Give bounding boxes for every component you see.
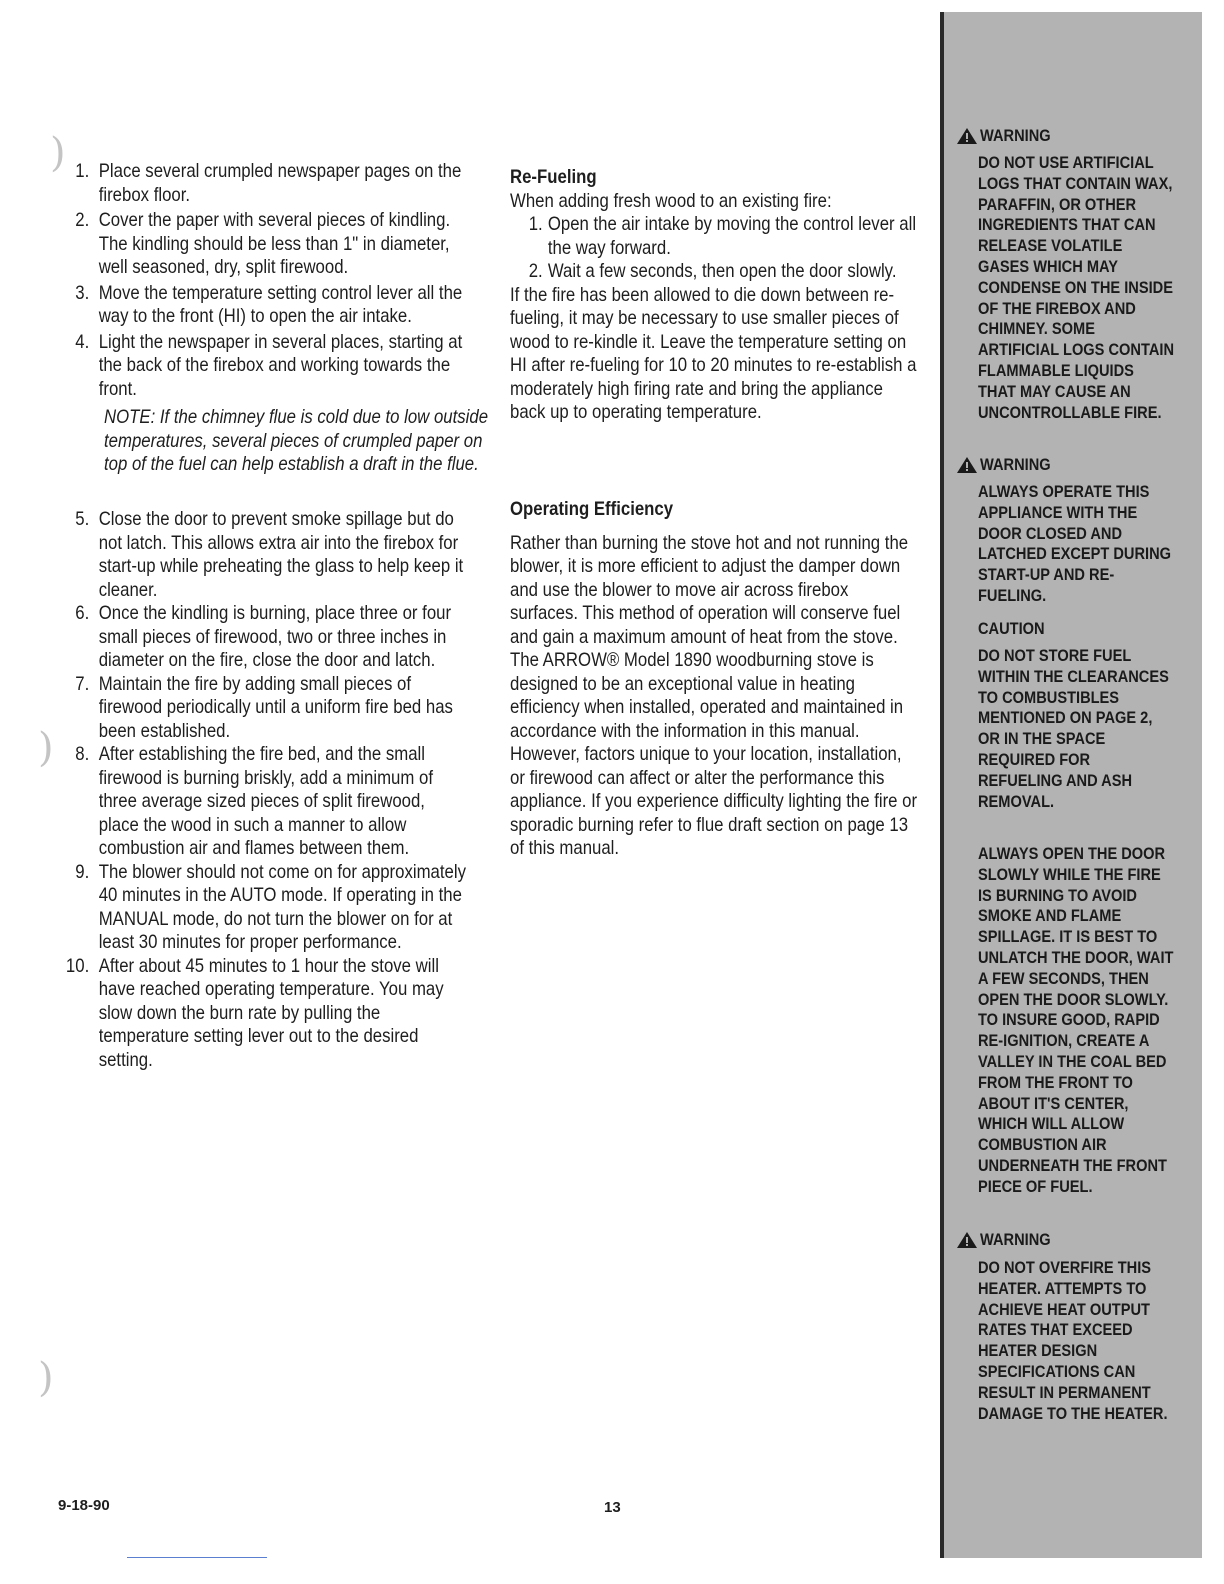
binder-mark: ) bbox=[50, 130, 66, 176]
caution-fuel-storage: DO NOT STORE FUEL WITHIN THE CLEARANCES TO COMBUSTIBLES MENTIONED ON PAGE 2, OR IN THE SPACE REQUIRED FOR REFUELING AND ASH REMOVAL. bbox=[978, 646, 1169, 811]
efficiency-body: Rather than burning the stove hot and not running the blower, it is more efficient to adjust the damper down and use the blower to move air across firebox surfaces. This method of operation will conserve fuel and gain a maximum amount of heat from the stove. The ARROW® Model 1890 woodburning stove is designed to be an exceptional value in heating efficiency when installed, operated and maintained in accordance with the information in this manual. However, factors unique to your location, installation, or firewood can affect or alter the performance this appliance. If you experience difficulty lighting the fire or sporadic burning refer to flue draft section on page 13 of this manual. bbox=[510, 531, 918, 859]
list-number: 2. bbox=[75, 209, 90, 231]
list-number: 5. bbox=[75, 508, 90, 530]
warning-door-closed: ALWAYS OPERATE THIS APPLIANCE WITH THE DOOR CLOSED AND LATCHED EXCEPT DURING START-UP AND RE-FUELING. bbox=[978, 482, 1172, 605]
warning-title: WARNING bbox=[956, 126, 1062, 146]
efficiency-heading: Operating Efficiency bbox=[510, 498, 674, 520]
page-number: 13 bbox=[604, 1499, 621, 1516]
footer-date: 9-18-90 bbox=[58, 1497, 110, 1514]
list-item: 1. Open the air intake by moving the control lever all the way forward. bbox=[528, 213, 917, 259]
list-item bbox=[60, 331, 469, 402]
list-number: 4. bbox=[75, 330, 90, 353]
list-text: After about 45 minutes to 1 hour the stove will have reached operating temperature. You may slow down the burn rate by pulling the temperature setting lever out to the desired setting. bbox=[98, 954, 444, 1071]
list-text: Move the temperature setting control lever all the way to the front (HI) to open the air intake. bbox=[98, 281, 463, 327]
list-number: 7. bbox=[75, 672, 90, 695]
list-number: 10. bbox=[65, 954, 90, 977]
warning-title: WARNING bbox=[956, 455, 1062, 475]
safety-sidebar bbox=[940, 12, 1202, 1558]
list-item bbox=[60, 861, 469, 955]
refueling-section bbox=[510, 166, 919, 425]
list-text: After establishing the fire bed, and the small firewood is burning briskly, add a minimum of three average sized pieces of split firewood, place the wood in such a manner to allow combustion air and flames between them. bbox=[98, 743, 433, 859]
warning-triangle-icon bbox=[956, 127, 978, 145]
binder-mark: ) bbox=[38, 725, 54, 771]
refueling-heading: Re-Fueling bbox=[510, 166, 597, 188]
list-text: Close the door to prevent smoke spillage but do not latch. This allows extra air into the firebox for start-up while preheating the glass to help keep it cleaner. bbox=[98, 508, 464, 601]
list-item bbox=[60, 282, 469, 329]
list-item bbox=[60, 602, 469, 673]
refueling-steps bbox=[510, 213, 919, 284]
start-up-steps-continued bbox=[60, 508, 535, 1072]
warning-triangle-icon bbox=[956, 1231, 978, 1249]
binder-mark: ) bbox=[38, 1355, 54, 1401]
warning-triangle-icon bbox=[956, 456, 978, 474]
list-item bbox=[60, 508, 469, 602]
list-text: The blower should not come on for approximately 40 minutes in the AUTO mode. If operating in the MANUAL mode, do not turn the blower on for at least 30 minutes for proper performance. bbox=[98, 860, 466, 953]
caution-title: CAUTION bbox=[978, 619, 1045, 638]
list-number: 1. bbox=[75, 160, 90, 182]
list-number: 8. bbox=[75, 743, 90, 765]
list-text: Place several crumpled newspaper pages on the firebox floor. bbox=[98, 160, 462, 206]
efficiency-section bbox=[510, 498, 919, 861]
list-number: 6. bbox=[75, 602, 90, 624]
divider bbox=[127, 1557, 267, 1558]
refueling-body: If the fire has been allowed to die down between re-fueling, it may be necessary to use smaller pieces of wood to re-kindle it. Leave the temperature setting on HI after re-fueling for 10 to 20 minutes to re-establish a moderately high firing rate and bring the appliance back up to operating temperature. bbox=[510, 283, 917, 423]
refueling-intro: When adding fresh wood to an existing fire: bbox=[510, 189, 832, 212]
list-text: Maintain the fire by adding small pieces of firewood periodically until a uniform fire bed has been established. bbox=[98, 672, 453, 742]
warning-overfire: DO NOT OVERFIRE THIS HEATER. ATTEMPTS TO ACHIEVE HEAT OUTPUT RATES THAT EXCEED HEATER DESIGN SPECIFICATIONS CAN RESULT IN PERMANENT DAMAGE TO THE HEATER. bbox=[978, 1258, 1168, 1423]
list-text: Once the kindling is burning, place three or four small pieces of firewood, two or three inches in diameter on the fire, close the door and latch. bbox=[98, 602, 452, 671]
list-item bbox=[60, 673, 469, 744]
warning-artificial-logs: DO NOT USE ARTIFICIAL LOGS THAT CONTAIN WAX, PARAFFIN, OR OTHER INGREDIENTS THAT CAN RELEASE VOLATILE GASES WHICH MAY CONDENSE ON THE INSIDE OF THE FIREBOX AND CHIMNEY. SOME ARTIFICIAL LOGS CONTAIN FLAMMABLE LIQUIDS THAT MAY CAUSE AN UNCONTROLLABLE FIRE. bbox=[978, 153, 1175, 422]
chimney-note: NOTE: If the chimney flue is cold due to low outside temperatures, several pieces of crumpled paper on top of the fuel can help establish a draft in the flue. bbox=[104, 406, 489, 475]
caution-open-door: ALWAYS OPEN THE DOOR SLOWLY WHILE THE FIRE IS BURNING TO AVOID SMOKE AND FLAME SPILLAGE. IT IS BEST TO UNLATCH THE DOOR, WAIT A FEW SECONDS, THEN OPEN THE DOOR SLOWLY. TO INSURE GOOD, RAPID RE-IGNITION, CREATE A VALLEY IN THE COAL BED FROM THE FRONT TO ABOUT IT'S CENTER, WHICH WILL ALLOW COMBUSTION AIR UNDERNEATH THE FRONT PIECE OF FUEL. bbox=[978, 844, 1174, 1196]
list-text: Cover the paper with several pieces of kindling. The kindling should be less than 1" in diameter, well seasoned, dry, split firewood. bbox=[98, 209, 451, 278]
warning-title: WARNING bbox=[956, 1230, 1062, 1250]
list-item bbox=[60, 955, 469, 1073]
list-text: Light the newspaper in several places, starting at the back of the firebox and working towards the front. bbox=[98, 330, 463, 400]
list-item: 2. Wait a few seconds, then open the door slowly. bbox=[528, 260, 897, 282]
list-item bbox=[60, 743, 469, 861]
list-number: 3. bbox=[75, 281, 90, 304]
list-item bbox=[60, 160, 469, 207]
start-up-steps bbox=[60, 160, 535, 403]
list-number: 9. bbox=[75, 860, 90, 883]
list-item bbox=[60, 209, 469, 280]
